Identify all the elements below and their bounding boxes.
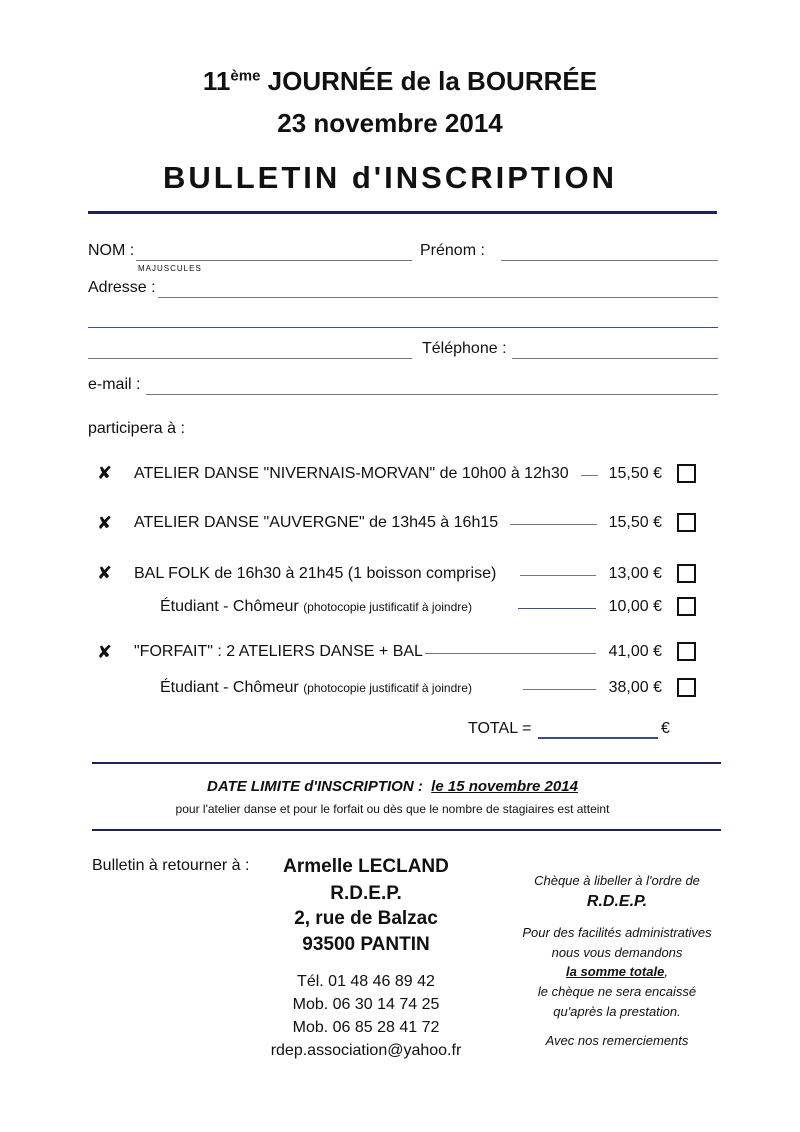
header-divider [88,211,717,214]
item-price: 15,50 € [608,465,662,482]
item-text: ATELIER DANSE "NIVERNAIS-MORVAN" de 10h00 à 12h30 [134,465,569,482]
item-checkbox[interactable] [677,513,696,532]
total-currency: € [661,720,670,737]
item-text: Étudiant - Chômeur (photocopie justificatif à joindre) [160,598,472,615]
form-title: BULLETIN d'INSCRIPTION [163,160,617,195]
cross-mark-icon: ✘ [97,513,113,533]
return-org: R.D.E.P. [330,883,402,904]
cheque-line6: qu'après la prestation. [553,1004,681,1019]
cheque-line5: le chèque ne sera encaissé [537,984,697,999]
item-checkbox[interactable] [677,678,696,697]
return-street: 2, rue de Balzac [294,908,438,929]
item-text: BAL FOLK de 16h30 à 21h45 (1 boisson comprise) [134,565,497,582]
adresse-field-line2[interactable] [88,327,718,328]
participera-label: participera à : [88,420,185,437]
telephone-field[interactable] [512,358,718,359]
prenom-field[interactable] [501,260,718,261]
cheque-line4: la somme totale, [566,964,668,979]
item-checkbox[interactable] [677,464,696,483]
cheque-line1: Chèque à libeller à l'ordre de [534,873,700,888]
item-text: ATELIER DANSE "AUVERGNE" de 13h45 à 16h15 [134,514,499,531]
email-field[interactable] [146,394,718,395]
total-field[interactable] [538,737,658,739]
event-title: 11ème JOURNÉE de la BOURRÉE [202,66,598,96]
nom-hint: MAJUSCULES [138,264,202,273]
prenom-label: Prénom : [420,242,485,259]
cheque-line3: nous vous demandons [551,945,683,960]
item-price: 38,00 € [608,679,662,696]
leader-line [425,653,596,654]
item-price: 13,00 € [608,565,662,582]
leader-line [518,608,596,609]
return-city: 93500 PANTIN [302,934,430,955]
leader-line [520,575,596,576]
leader-line [510,524,597,525]
return-tel: Tél. 01 48 46 89 42 [297,973,435,990]
cross-mark-icon: ✘ [97,463,113,483]
total-label: TOTAL = [468,720,532,737]
adresse-field-line3[interactable] [88,358,412,359]
item-text: Étudiant - Chômeur (photocopie justificatif à joindre) [160,679,472,696]
return-mob2: Mob. 06 85 28 41 72 [292,1019,440,1036]
deadline: DATE LIMITE d'INSCRIPTION : le 15 novembre 2014 [207,778,578,795]
cheque-payee: R.D.E.P. [586,893,648,910]
cross-mark-icon: ✘ [97,563,113,583]
leader-line [523,689,596,690]
item-price: 41,00 € [608,643,662,660]
item-checkbox[interactable] [677,642,696,661]
cross-mark-icon: ✘ [97,642,113,662]
leader-line [581,475,598,476]
return-name: Armelle LECLAND [283,856,449,877]
cheque-line2: Pour des facilités administratives [522,925,712,940]
item-checkbox[interactable] [677,597,696,616]
telephone-label: Téléphone : [422,340,507,357]
item-price: 10,00 € [608,598,662,615]
return-email: rdep.association@yahoo.fr [270,1042,462,1059]
item-checkbox[interactable] [677,564,696,583]
deadline-divider-top [92,762,721,764]
item-text: "FORFAIT" : 2 ATELIERS DANSE + BAL [134,643,423,660]
cheque-thanks: Avec nos remerciements [545,1033,689,1048]
nom-label: NOM : [88,242,135,259]
nom-field[interactable] [136,260,412,261]
adresse-field[interactable] [158,297,718,298]
item-price: 15,50 € [608,514,662,531]
return-mob1: Mob. 06 30 14 74 25 [292,996,440,1013]
event-date: 23 novembre 2014 [277,108,503,138]
deadline-divider-bottom [92,829,721,831]
return-label: Bulletin à retourner à : [92,857,250,874]
deadline-note: pour l'atelier danse et pour le forfait ou dès que le nombre de stagiaires est atteint [175,802,610,816]
adresse-label: Adresse : [88,279,156,296]
email-label: e-mail : [88,376,141,393]
